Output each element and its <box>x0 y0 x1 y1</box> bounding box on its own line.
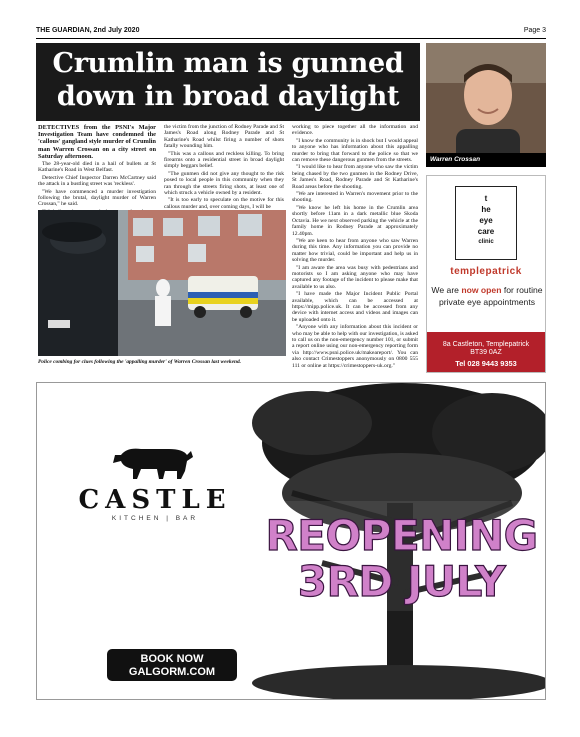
logo-line: t <box>484 194 488 203</box>
clinic-address-line-2: BT39 0AZ <box>470 349 502 356</box>
open-text-after: for routine private eye appointments <box>438 285 543 307</box>
article-column-2 <box>164 124 284 211</box>
article-paragraph: "We are interested in Warren's movement prior to the shooting. <box>292 191 418 204</box>
article-paragraph: "This was a callous and reckless killing. To bring firearms onto a residential street in broad daylight simply beggars belief. <box>164 150 284 170</box>
clinic-footer <box>427 332 545 372</box>
logo-line: he <box>481 205 491 214</box>
article-paragraph: "We have commenced a murder investigation following the brutal, daylight murder of Warren Crossan," he said. <box>38 188 156 208</box>
headline <box>36 43 420 121</box>
castle-name: CASTLE <box>78 485 232 515</box>
article-paragraph: Detective Chief Inspector Darren McCartney said the attack in a bustling street was 'reckless'. <box>38 174 156 188</box>
article-lede: DETECTIVES from the PSNI's Major Investigation Team have condemned the 'callous' gangland style murder of Crumlin man Warren Crossan on a city street on Saturday afternoon. <box>38 124 156 160</box>
open-text-bold: now open <box>461 285 502 295</box>
paper-date: THE GUARDIAN, 2nd July 2020 <box>36 27 140 34</box>
book-now-url: GALGORM.COM <box>128 666 216 678</box>
clinic-open-text <box>431 284 543 308</box>
article-paragraph: "It is too early to speculate on the motive for this callous murder and, over coming days, I will be <box>164 197 284 210</box>
page-number: Page 3 <box>523 27 546 34</box>
logo-line: eye <box>479 216 493 225</box>
masthead <box>36 26 546 38</box>
article-paragraph: "We are keen to hear from anyone who saw Warren during this time. Any information you can provide no matter how trivial, could be important and help us in solving the murder. <box>292 237 418 264</box>
castle-subtitle: KITCHEN | BAR <box>111 515 199 522</box>
article-paragraph: The 28-year-old died in a hail of bullets at St Katharine's Road in West Belfast. <box>38 161 156 174</box>
photo-caption: Police combing for clues following the 'appalling murder' of Warren Crossan last weekend. <box>38 359 242 365</box>
clinic-brand: templepatrick <box>450 266 522 277</box>
article-paragraph: "I would like to hear from anyone who saw the victim being chased by the two gunmen in the Rodney Drive, St James's Road, Rodney Parade and St Katharine's Road areas before the shooting. <box>292 164 418 190</box>
reopening-line-1: REOPENING <box>265 511 538 560</box>
clinic-telephone: Tel 028 9443 9353 <box>455 359 517 368</box>
castle-reopening-ad <box>36 382 546 700</box>
bull-icon <box>107 441 197 485</box>
headline-line-2: down in broad daylight <box>56 81 400 112</box>
article-column-1 <box>38 124 156 216</box>
article-paragraph: "The gunmen did not give any thought to the risk posed to local people in this community when they ran through the streets firing shots, at least one of which struck a vehicle owned by a resident. <box>164 170 284 197</box>
victim-portrait <box>426 43 546 167</box>
book-now-label: BOOK NOW <box>140 653 204 665</box>
open-text-before: We are <box>431 285 462 295</box>
article-paragraph: "Anyone with any information about this incident or who may be able to help with our investigation, is asked to call us on the non-emergency number 101, or submit a report online using our non-emergency reporting form via http://www.psni.police.uk/makeareport/. You can also contact Crimestoppers anonymously on 0800 555 111 or online at https://crimestoppers-uk.org." <box>292 324 418 369</box>
eye-clinic-logo <box>455 186 517 260</box>
logo-line: care <box>477 227 495 236</box>
clinic-address-line-1: 8a Castleton, Templepatrick <box>442 341 530 348</box>
masthead-rule <box>36 38 546 39</box>
reopening-banner <box>259 513 544 605</box>
portrait-caption: Warren Crossan <box>426 153 546 167</box>
article-paragraph: the victim from the junction of Rodney Parade and St James's Road along Rodney Parade and St Katharine's Road whilst firing a number of shots fatally wounding him. <box>164 124 284 150</box>
eye-clinic-ad <box>426 175 546 373</box>
article-column-3 <box>292 124 418 370</box>
portrait-illustration <box>426 43 546 167</box>
headline-line-1: Crumlin man is gunned <box>52 48 404 79</box>
crime-scene-illustration <box>38 210 286 356</box>
book-now-button[interactable] <box>107 649 237 681</box>
article-paragraph: "We know he left his home in the Crumlin area shortly before 11am in a dark metallic blue Skoda Octavia. He we next observed parking the vehicle at the family home in Rodney Parade at approximately 12.40pm. <box>292 204 418 237</box>
article-paragraph: working to piece together all the information and evidence. <box>292 124 418 137</box>
article-paragraph: "I have made the Major Incident Public Portal available, which can be accessed at https://mipp.police.uk. It can be accessed from any device with internet access and videos and images can be uploaded onto it. <box>292 291 418 323</box>
reopening-line-2: 3RD JULY <box>297 557 506 606</box>
article-paragraph: "I am aware the area was busy with pedestrians and motorists so I am asking anyone who may have captured any footage of the incident to please make that available to us also. <box>292 264 418 290</box>
logo-line: clinic <box>478 239 494 245</box>
crime-scene-photo <box>38 210 286 356</box>
article-paragraph: "I know the community is in shock but I would appeal to anyone who has information about this appalling murder to bring that forward to the police so that we can remove these dangerous gunmen from the streets. <box>292 137 418 164</box>
